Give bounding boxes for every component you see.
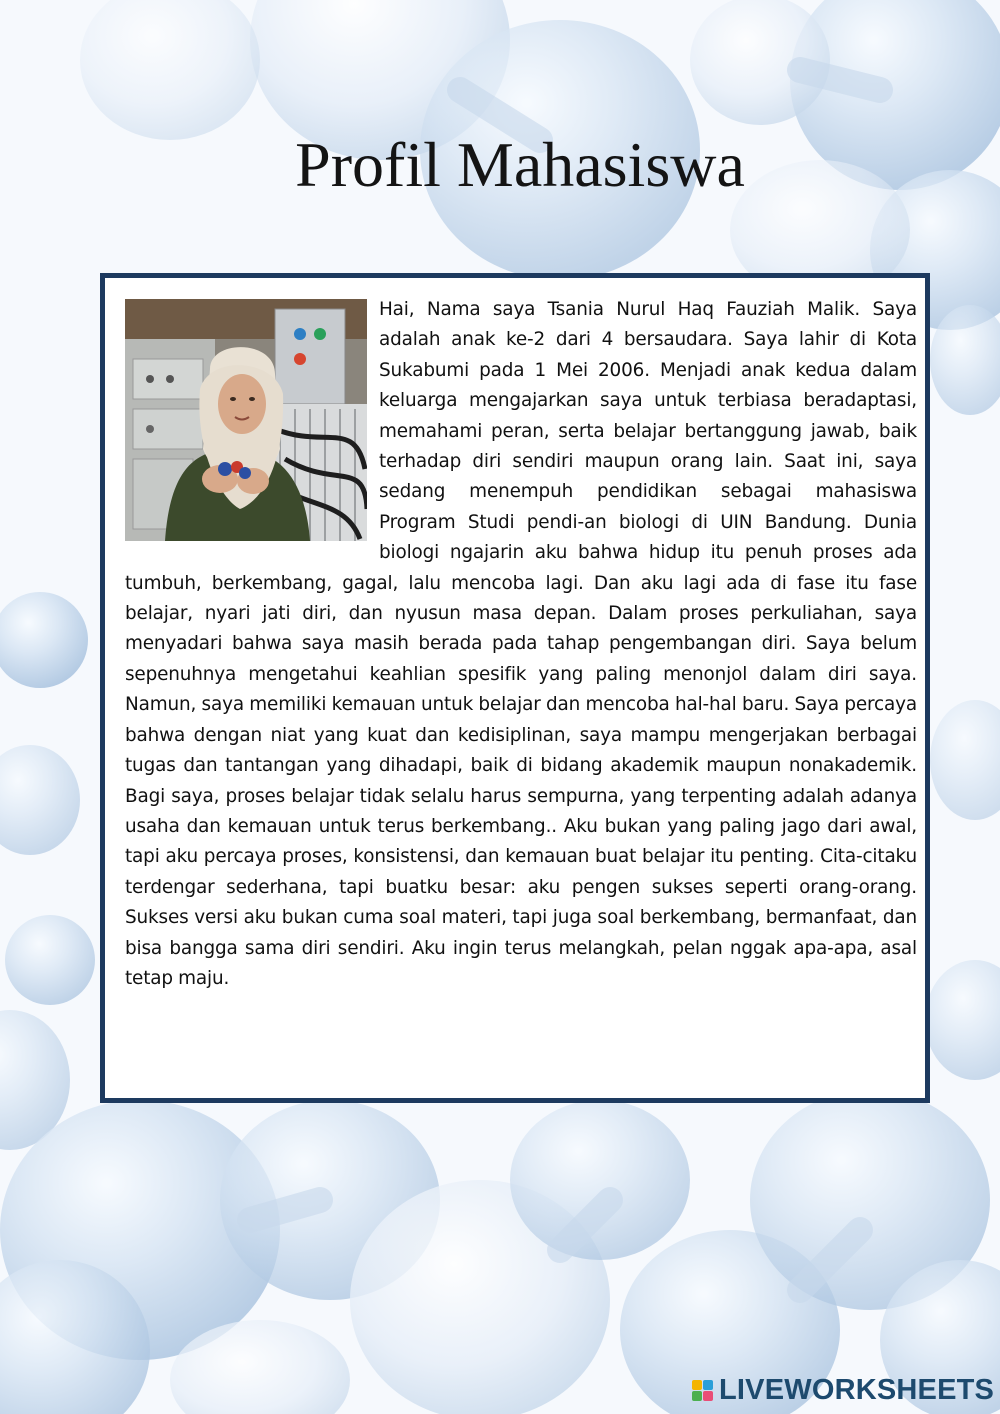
page-title: Profil Mahasiswa xyxy=(295,129,745,200)
profile-content xyxy=(125,295,917,994)
profile-photo xyxy=(125,299,367,541)
profile-text: Hai, Nama saya Tsania Nurul Haq Fauziah Malik. Saya adalah anak ke-2 dari 4 bersaudara. Saya lahir di Kota Sukabumi pada 1 Mei 2006. Menjadi anak kedua dalam keluarga mengajarkan saya untuk terbiasa beradaptasi, memahami peran, serta belajar bertanggung jawab, baik terhadap diri sendiri maupun orang lain. Saat ini, saya sedang menempuh pendidikan sebagai mahasiswa Program Studi pendi-an biologi di UIN Bandung. Dunia biologi ngajarin aku bahwa hidup itu penuh proses ada tumbuh, berkembang, gagal, lalu mencoba lagi. Dan aku lagi ada di fase itu fase belajar, nyari jati diri, dan nyusun masa depan. Dalam proses perkuliahan, saya menyadari bahwa saya masih berada pada tahap pengembangan diri. Saya belum sepenuhnya mengetahui keahlian spesifik yang paling menonjol dalam diri saya. Namun, saya memiliki kemauan untuk belajar dan mencoba hal-hal baru. Saya percaya bahwa dengan niat yang kuat dan kedisiplinan, saya mampu mengerjakan berbagai tugas dan tantangan yang dihadapi, baik di bidang akademik maupun nonakademik. Bagi saya, proses belajar tidak selalu harus sempurna, yang terpenting adalah adanya usaha dan kemauan untuk terus berkembang.. Aku bukan yang paling jago dari awal, tapi aku percaya proses, konsistensi, dan kemauan buat belajar itu penting. Cita-citaku terdengar sederhana, tapi buatku besar: aku pengen sukses seperti orang-orang. Sukses versi aku bukan cuma soal materi, tapi juga soal berkembang, bermanfaat, dan bisa bangga sama diri sendiri. Aku ingin terus melangkah, pelan nggak apa-apa, asal tetap maju. xyxy=(125,299,917,989)
student-photo-image xyxy=(125,299,367,541)
liveworksheets-logo-text: LIVEWORKSHEETS xyxy=(719,1374,995,1406)
liveworksheets-logo-icon xyxy=(692,1380,713,1401)
logo-square-1 xyxy=(692,1380,702,1390)
profile-card xyxy=(100,273,930,1103)
logo-square-3 xyxy=(692,1391,702,1401)
logo-square-2 xyxy=(703,1380,713,1390)
liveworksheets-logo[interactable] xyxy=(692,1374,994,1407)
logo-square-4 xyxy=(703,1391,713,1401)
